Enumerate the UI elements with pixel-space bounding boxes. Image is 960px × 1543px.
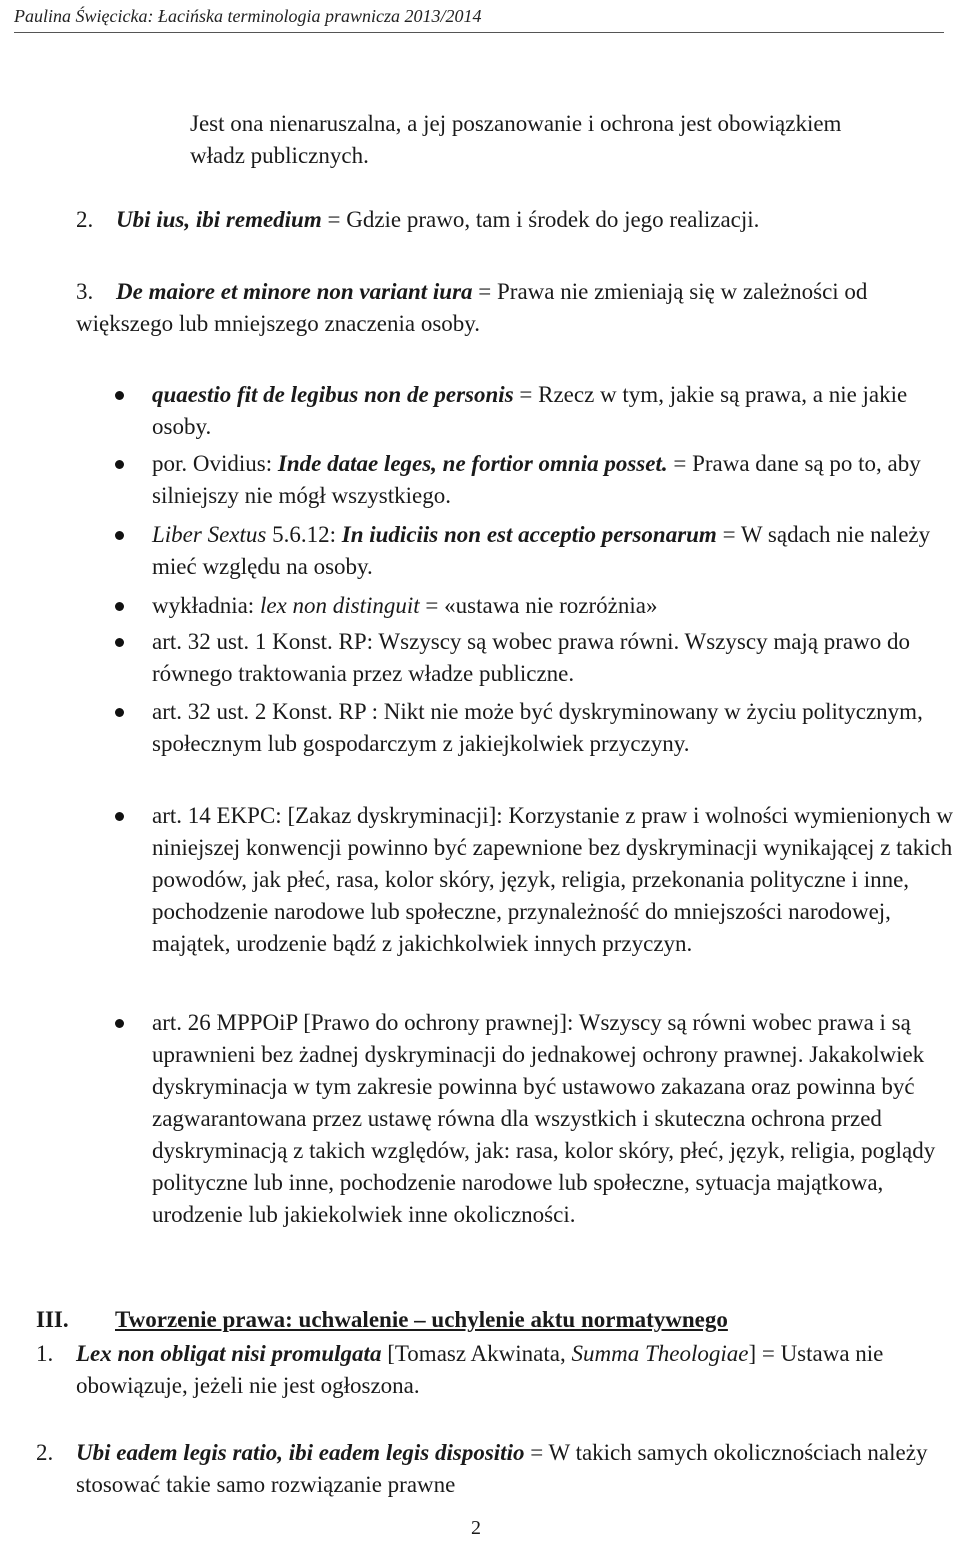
maxim-ubi-eadem (76, 1437, 946, 1501)
maxim-lex-non-obligat (76, 1338, 946, 1402)
latin-maxim: Inde datae leges, ne fortior omnia posset. (277, 451, 668, 476)
intro-paragraph: Jest ona nienaruszalna, a jej poszanowanie i ochrona jest obowiązkiem władz publicznych. (190, 111, 842, 168)
bullet-prefix: 5.6.12: (266, 522, 342, 547)
bullet-item-4 (152, 590, 957, 622)
item-number: 2. (36, 1440, 54, 1465)
latin-maxim: quaestio fit de legibus non de personis (152, 382, 514, 407)
translation: = Prawa nie zmieniają się w zależności od większego lub mniejszego znaczenia osoby. (76, 279, 868, 336)
bullet-icon (115, 1019, 124, 1028)
page-header: Paulina Święcicka: Łacińska terminologia prawnicza 2013/2014 (14, 4, 944, 33)
bullet-icon (115, 531, 124, 540)
translation: = W takich samych okolicznościach należy stosować takie samo rozwiązanie prawne (76, 1440, 928, 1497)
translation: = W sądach nie należy mieć względu na osoby. (152, 522, 931, 579)
bullet-icon (115, 460, 124, 469)
section-title: Tworzenie prawa: uchwalenie – uchylenie aktu normatywnego (115, 1307, 728, 1332)
bullet-item-7: art. 14 EKPC: [Zakaz dyskryminacji]: Korzystanie z praw i wolności wymienionych w niniejszej konwencji powinno być zapewnione bez dyskryminacji wynikającej z takich powodów, jak płeć, rasa, kolor skóry, język, religia, przekonania polityczne i inne, pochodzenie narodowe lub społeczne, przynależność do mniejszości narodowej, majątek, urodzenie bądź z jakichkolwiek innych przyczyn. (152, 803, 953, 956)
maxim-de-maiore (76, 276, 921, 340)
bullet-prefix: por. Ovidius: (152, 451, 278, 476)
bullet-item-1 (152, 379, 957, 443)
item-number: 1. (36, 1341, 54, 1366)
latin-maxim: In iudiciis non est acceptio personarum (341, 522, 717, 547)
bullet-icon (115, 812, 124, 821)
source-title: Summa Theologiae (571, 1341, 749, 1366)
bullet-prefix: wykładnia: (152, 593, 260, 618)
source-title: Liber Sextus (152, 522, 267, 547)
translation: = Rzecz w tym, jakie są prawa, a nie jakie osoby. (152, 382, 908, 439)
item-number: 2. (76, 207, 94, 232)
latin-maxim: Ubi ius, ibi remedium (116, 207, 322, 232)
section-number: III. (36, 1307, 69, 1332)
bullet-icon (115, 391, 124, 400)
citation-prefix: [Tomasz Akwinata, (381, 1341, 572, 1366)
bullet-item-3 (152, 519, 957, 583)
maxim-ubi-ius (116, 204, 936, 236)
bullet-item-8: art. 26 MPPOiP [Prawo do ochrony prawnej]: Wszyscy są równi wobec prawa i są uprawnieni bez żadnej dyskryminacji do jednakowej ochrony prawnej. Jakakolwiek dyskryminacja w tym zakresie powinna być ustawowo zakazana oraz powinna być zagwarantowana przez ustawę równa dla wszystkich i skuteczna ochrona przed dyskryminacją z takich względów, jak: rasa, kolor skóry, płeć, język, religia, poglądy polityczne lub inne, pochodzenie narodowe lub społeczne, sytuacja majątkowa, urodzenie lub jakiekolwiek inne okoliczności. (152, 1010, 936, 1227)
bullet-item-2 (152, 448, 957, 512)
latin-maxim: Lex non obligat nisi promulgata (76, 1341, 382, 1366)
latin-phrase: lex non distinguit (259, 593, 420, 618)
bullet-icon (115, 602, 124, 611)
translation: = Gdzie prawo, tam i środek do jego realizacji. (321, 207, 760, 232)
item-number: 3. (76, 279, 94, 304)
translation: = «ustawa nie rozróżnia» (419, 593, 658, 618)
translation: = Prawa dane są po to, aby silniejszy nie mógł wszystkiego. (152, 451, 921, 508)
latin-maxim: De maiore et minore non variant iura (116, 279, 473, 304)
bullet-icon (115, 708, 124, 717)
bullet-item-6: art. 32 ust. 2 Konst. RP : Nikt nie może być dyskryminowany w życiu politycznym, społecznym lub gospodarczym z jakiejkolwiek przyczyny. (152, 699, 923, 756)
bullet-icon (115, 638, 124, 647)
translation: ] = Ustawa nie obowiązuje, jeżeli nie jest ogłoszona. (76, 1341, 884, 1398)
bullet-item-5: art. 32 ust. 1 Konst. RP: Wszyscy są wobec prawa równi. Wszyscy mają prawo do równego traktowania przez władze publiczne. (152, 629, 911, 686)
page-number: 2 (471, 1517, 481, 1539)
latin-maxim: Ubi eadem legis ratio, ibi eadem legis dispositio (76, 1440, 525, 1465)
